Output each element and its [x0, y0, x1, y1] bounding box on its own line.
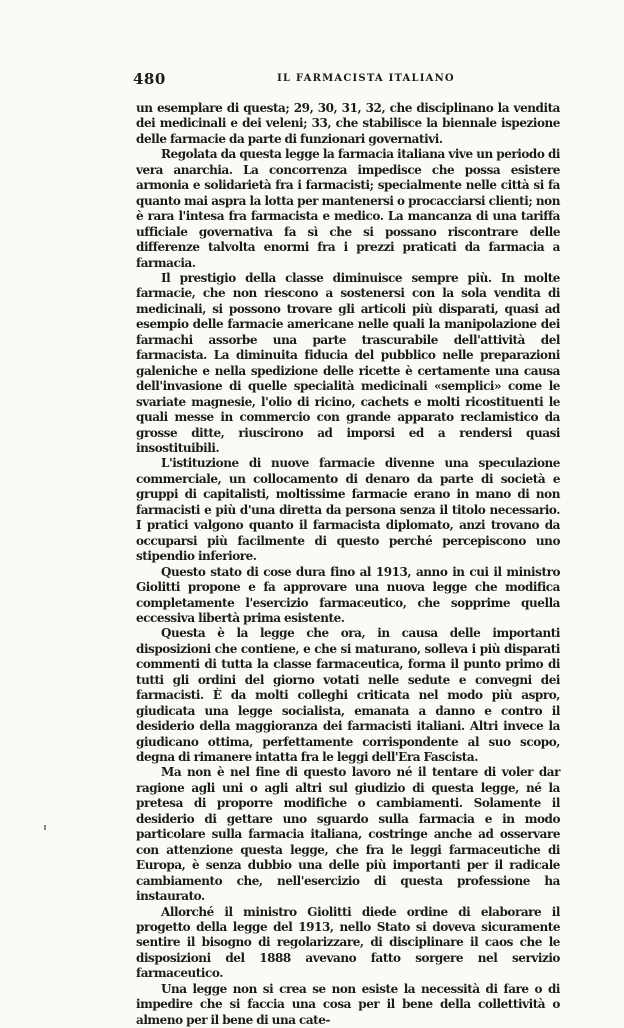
paragraph: Questa è la legge che ora, in causa delle importanti disposizioni che contiene, e che si maturano, solleva i più disparati commenti di tutta la classe farmaceutica, forma il punto primo di tutti gli ordini del giorno votati nelle sedute e convegni dei farmacisti. È da molti colleghi criticata nel modo più aspro, giudicata una legge socialista, emanata a danno e contro il desiderio della maggioranza dei farmacisti italiani. Altri invece la giudicano ottima, perfettamente corrispondente al suo scopo, degna di rimanere intatta fra le leggi dell'Era Fascista.	[136, 626, 560, 765]
paragraph: Il prestigio della classe diminuisce sempre più. In molte farmacie, che non riescono a sostenersi con la sola vendita di medicinali, si possono trovare gli articoli più disparati, quasi ad esempio delle farmacie americane nelle quali la manipolazione dei farmachi assorbe una parte trascurabile dell'attività del farmacista. La diminuita fiducia del pubblico nelle preparazioni galeniche e nella spedizione delle ricette è certamente una causa dell'invasione di quelle specialità medicinali «semplici» come le svariate magnesie, l'olio di ricino, cachets e molti ricostituenti le quali messe in commercio con grande apparato reclamistico da grosse ditte, riuscirono ad imporsi ed a rendersi quasi insostituibili.	[136, 270, 560, 455]
paragraph: un esemplare di questa; 29, 30, 31, 32, che disciplinano la vendita dei medicinali e dei veleni; 33, che stabilisce la biennale ispezione delle farmacie da parte di funzionari governativi.	[136, 101, 560, 146]
paragraph: Questo stato di cose dura fino al 1913, anno in cui il ministro Giolitti propone e fa approvare una nuova legge che modifica completamente l'esercizio farmaceutico, che sopprime quella eccessiva libertà prima esistente.	[136, 564, 560, 625]
paragraph: Allorché il ministro Giolitti diede ordine di elaborare il progetto della legge del 1913, nello Stato si doveva sicuramente sentire il bisogno di regolarizzare, di disciplinare il caos che le disposizioni del 1888 avevano fatto sorgere nel servizio farmaceutico.	[136, 904, 560, 981]
page-header	[133, 70, 559, 90]
paragraph: Una legge non si crea se non esiste la necessità di fare o di impedire che si faccia una cosa per il bene della collettività o almeno per il bene di una cate-	[136, 981, 560, 1027]
paragraph: Ma non è nel fine di questo lavoro né il tentare di voler dar ragione agli uni o agli altri sul giudizio di questa legge, né la pretesa di proporre modifiche o cambiamenti. Solamente il desiderio di gettare uno sguardo sulla farmacia e in modo particolare sulla farmacia italiana, costringe anche ad osservare con attenzione questa legge, che fra le leggi farmaceutiche di Europa, è senza dubbio una delle più importanti per il radicale cambiamento che, nell'esercizio di questa professione ha instaurato.	[136, 765, 560, 904]
body-text	[136, 101, 560, 1028]
page-number: 480	[133, 70, 166, 88]
running-title: IL FARMACISTA ITALIANO	[277, 73, 455, 84]
paragraph: Regolata da questa legge la farmacia italiana vive un periodo di vera anarchia. La concorrenza impedisce che possa esistere armonia e solidarietà fra i farmacisti; specialmente nelle città si fa quanto mai aspra la lotta per mantenersi o procacciarsi clienti; non è rara l'intesa fra farmacista e medico. La mancanza di una tariffa ufficiale governativa fa sì che si possano riscontrare delle differenze talvolta enormi fra i prezzi praticati da farmacia a farmacia.	[136, 147, 560, 270]
margin-mark	[44, 825, 46, 830]
paragraph: L'istituzione di nuove farmacie divenne una speculazione commerciale, un collocamento di denaro da parte di società e gruppi di capitalisti, moltissime farmacie erano in mano di non farmacisti e più d'una diretta da persona senza il titolo necessario. I pratici valgono quanto il farmacista diplomato, anzi trovano da occuparsi più facilmente di questo perché percepiscono uno stipendio inferiore.	[136, 456, 560, 564]
